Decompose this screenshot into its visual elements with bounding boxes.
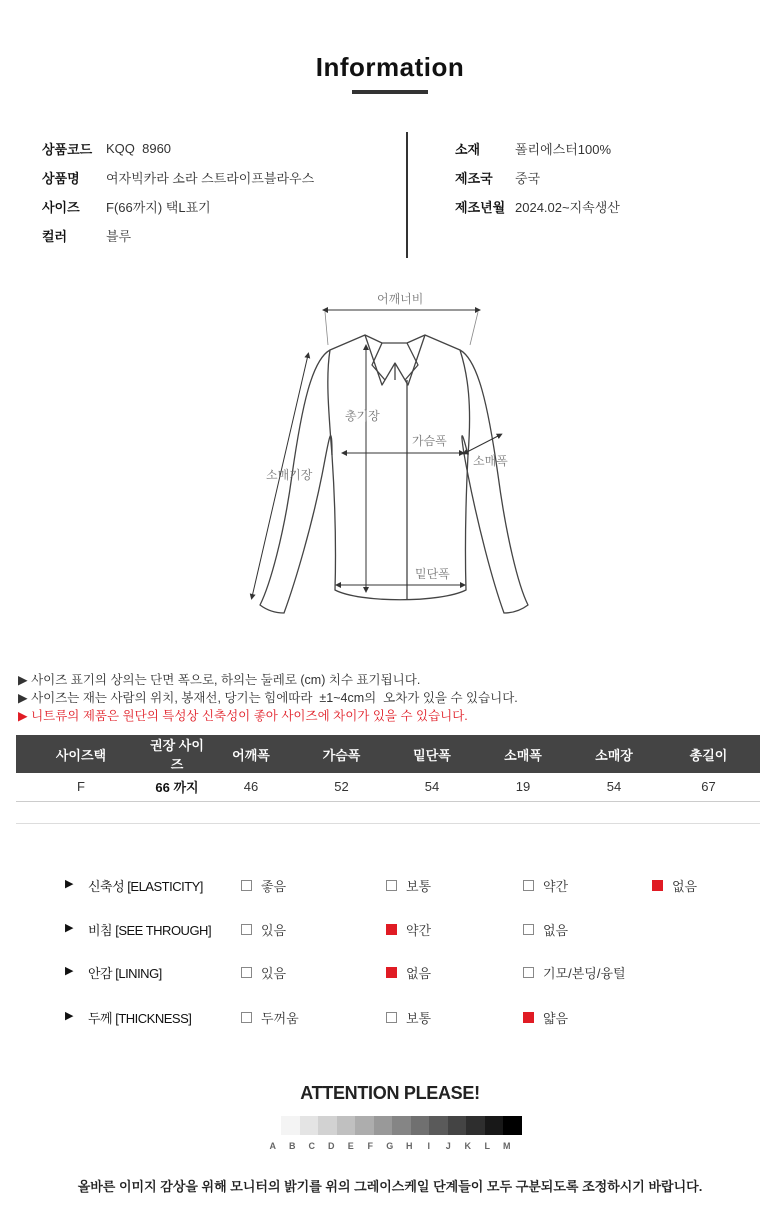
checkbox-icon — [241, 967, 252, 978]
checkbox-icon — [241, 924, 252, 935]
arrow-icon: ▶ — [65, 965, 74, 977]
info-key: 컬러 — [42, 229, 68, 244]
checkbox-icon — [241, 1012, 252, 1023]
grayscale-swatch — [448, 1116, 467, 1135]
grayscale-letter: E — [347, 1141, 354, 1151]
option-label: 좋음 — [261, 879, 287, 894]
grayscale-swatch — [429, 1116, 448, 1135]
option-label: 약간 — [543, 879, 569, 894]
option-label: 얇음 — [543, 1011, 569, 1026]
info-value: 블루 — [106, 229, 132, 244]
grayscale-swatch — [466, 1116, 485, 1135]
attr-label: 신축성 [ELASTICITY] — [88, 879, 203, 894]
grayscale-swatch — [503, 1116, 522, 1135]
checkbox-checked-icon — [523, 1012, 534, 1023]
option-label: 없음 — [672, 879, 698, 894]
grayscale-letter: H — [406, 1141, 413, 1151]
label-sleeve-width: 소매폭 — [473, 454, 508, 468]
table-row — [16, 773, 760, 801]
info-value: F(66까지) 택L표기 — [106, 200, 211, 215]
grayscale-swatch — [281, 1116, 300, 1135]
grayscale-swatch — [374, 1116, 393, 1135]
attr-row-see-through — [0, 918, 780, 938]
grayscale-letters — [263, 1141, 517, 1151]
checkbox-icon — [523, 880, 534, 891]
checkbox-icon — [241, 880, 252, 891]
checkbox-checked-icon — [386, 924, 397, 935]
grayscale-swatch — [337, 1116, 356, 1135]
arrow-icon: ▶ — [65, 922, 74, 934]
page-title: Information — [315, 52, 465, 82]
option — [241, 920, 286, 939]
option-label: 두꺼움 — [261, 1011, 299, 1026]
grayscale-letter: M — [503, 1141, 511, 1151]
grayscale-letter: B — [289, 1141, 296, 1151]
option-selected — [386, 963, 431, 982]
table-cell: 67 — [657, 773, 760, 801]
grayscale-letter: A — [269, 1141, 276, 1151]
grayscale-swatch — [485, 1116, 504, 1135]
info-row-manufacture-date — [455, 192, 620, 221]
attention-note: 올바른 이미지 감상을 위해 모니터의 밝기를 위의 그레이스케일 단계들이 모두 구분되도록 조정하시기 바랍니다. — [77, 1179, 703, 1194]
grayscale-letter: I — [427, 1141, 430, 1151]
info-value: 폴리에스터100% — [515, 142, 612, 157]
table-cell: 46 — [208, 773, 294, 801]
grayscale-letter: D — [328, 1141, 335, 1151]
option-selected — [386, 920, 431, 939]
checkbox-icon — [386, 1012, 397, 1023]
info-row-material — [455, 134, 620, 163]
grayscale-swatch — [392, 1116, 411, 1135]
header-cell: 총길이 — [657, 735, 760, 773]
option — [386, 1008, 431, 1027]
attention-title: ATTENTION PLEASE! — [300, 1083, 480, 1103]
option — [241, 963, 286, 982]
grayscale-swatch — [411, 1116, 430, 1135]
header-cell: 소매장 — [571, 735, 657, 773]
checkbox-icon — [386, 880, 397, 891]
option-label: 보통 — [406, 879, 432, 894]
info-key: 제조년월 — [455, 200, 506, 215]
grayscale-letter: C — [308, 1141, 315, 1151]
info-divider — [406, 132, 408, 258]
info-row-product-name — [42, 163, 314, 192]
option-label: 있음 — [261, 923, 287, 938]
info-value: 2024.02~지속생산 — [515, 200, 620, 215]
blouse-measurement-diagram — [240, 285, 540, 620]
option-label: 기모/본딩/융털 — [543, 966, 626, 981]
grayscale-letter: L — [484, 1141, 490, 1151]
checkbox-icon — [523, 967, 534, 978]
info-row-product-code — [42, 134, 314, 163]
info-value: 여자빅카라 소라 스트라이프블라우스 — [106, 171, 315, 186]
grayscale-swatch — [300, 1116, 319, 1135]
option-label: 없음 — [406, 966, 432, 981]
table-cell: 54 — [389, 773, 475, 801]
table-cell: 54 — [571, 773, 657, 801]
info-row-origin — [455, 163, 620, 192]
size-notes — [18, 671, 518, 725]
header-cell: 밑단폭 — [389, 735, 475, 773]
size-table-header-row — [16, 735, 760, 773]
option-label: 없음 — [543, 923, 569, 938]
grayscale-swatch — [318, 1116, 337, 1135]
grayscale-letter: J — [445, 1141, 451, 1151]
table-cell: F — [16, 773, 146, 801]
header-cell: 어깨폭 — [208, 735, 294, 773]
grayscale-strip — [281, 1116, 522, 1135]
label-hem-width: 밑단폭 — [415, 567, 450, 581]
info-right-column — [455, 134, 620, 221]
attr-row-thickness — [0, 1006, 780, 1026]
table-cell: 66 까지 — [146, 773, 208, 801]
header-cell: 권장 사이즈 — [146, 735, 208, 773]
header-cell: 가슴폭 — [294, 735, 389, 773]
size-table — [16, 735, 760, 802]
grayscale-letter: K — [464, 1141, 471, 1151]
option — [241, 876, 286, 895]
attr-label: 안감 [LINING] — [88, 966, 162, 981]
attr-label: 비침 [SEE THROUGH] — [88, 923, 212, 938]
option — [241, 1008, 299, 1027]
note-line: ▶ 사이즈는 재는 사람의 위치, 봉재선, 당기는 힘에따라 ±1~4cm의 오차가 있을 수 있습니다. — [18, 691, 518, 705]
grayscale-letter: F — [367, 1141, 373, 1151]
option — [386, 876, 431, 895]
table-cell: 19 — [475, 773, 571, 801]
info-key: 상품명 — [42, 171, 80, 186]
option-selected — [652, 876, 697, 895]
note-line: ▶ 사이즈 표기의 상의는 단면 폭으로, 하의는 둘레로 (cm) 치수 표기됩니다. — [18, 673, 421, 687]
grayscale-swatch — [355, 1116, 374, 1135]
checkbox-icon — [523, 924, 534, 935]
option — [523, 876, 568, 895]
info-value: KQQ 8960 — [106, 141, 172, 156]
grayscale-letter: G — [386, 1141, 394, 1151]
label-shoulder-width: 어깨너비 — [377, 292, 424, 306]
option — [523, 920, 568, 939]
checkbox-checked-icon — [386, 967, 397, 978]
info-key: 사이즈 — [42, 200, 80, 215]
info-row-size — [42, 192, 314, 221]
info-key: 소재 — [455, 142, 481, 157]
checkbox-checked-icon — [652, 880, 663, 891]
header-cell: 소매폭 — [475, 735, 571, 773]
label-total-length: 총기장 — [345, 409, 380, 423]
option-label: 있음 — [261, 966, 287, 981]
arrow-icon: ▶ — [65, 1010, 74, 1022]
label-sleeve-length: 소매기장 — [266, 468, 313, 482]
title-underline — [352, 90, 428, 94]
label-chest-width: 가슴폭 — [412, 434, 447, 448]
option-selected — [523, 1008, 568, 1027]
note-line-warning: ▶ 니트류의 제품은 원단의 특성상 신축성이 좋아 사이즈에 차이가 있을 수 있습니다. — [18, 709, 468, 723]
info-row-color — [42, 221, 314, 250]
info-left-column — [42, 134, 314, 250]
option — [523, 963, 626, 982]
header-cell: 사이즈택 — [16, 735, 146, 773]
option-label: 보통 — [406, 1011, 432, 1026]
table-cell: 52 — [294, 773, 389, 801]
option-label: 약간 — [406, 923, 432, 938]
arrow-icon: ▶ — [65, 878, 74, 890]
info-key: 제조국 — [455, 171, 493, 186]
attr-label: 두께 [THICKNESS] — [88, 1011, 192, 1026]
info-key: 상품코드 — [42, 142, 93, 157]
info-value: 중국 — [515, 171, 541, 186]
attr-row-lining — [0, 961, 780, 981]
attr-row-elasticity — [0, 874, 780, 894]
section-divider — [16, 823, 760, 824]
